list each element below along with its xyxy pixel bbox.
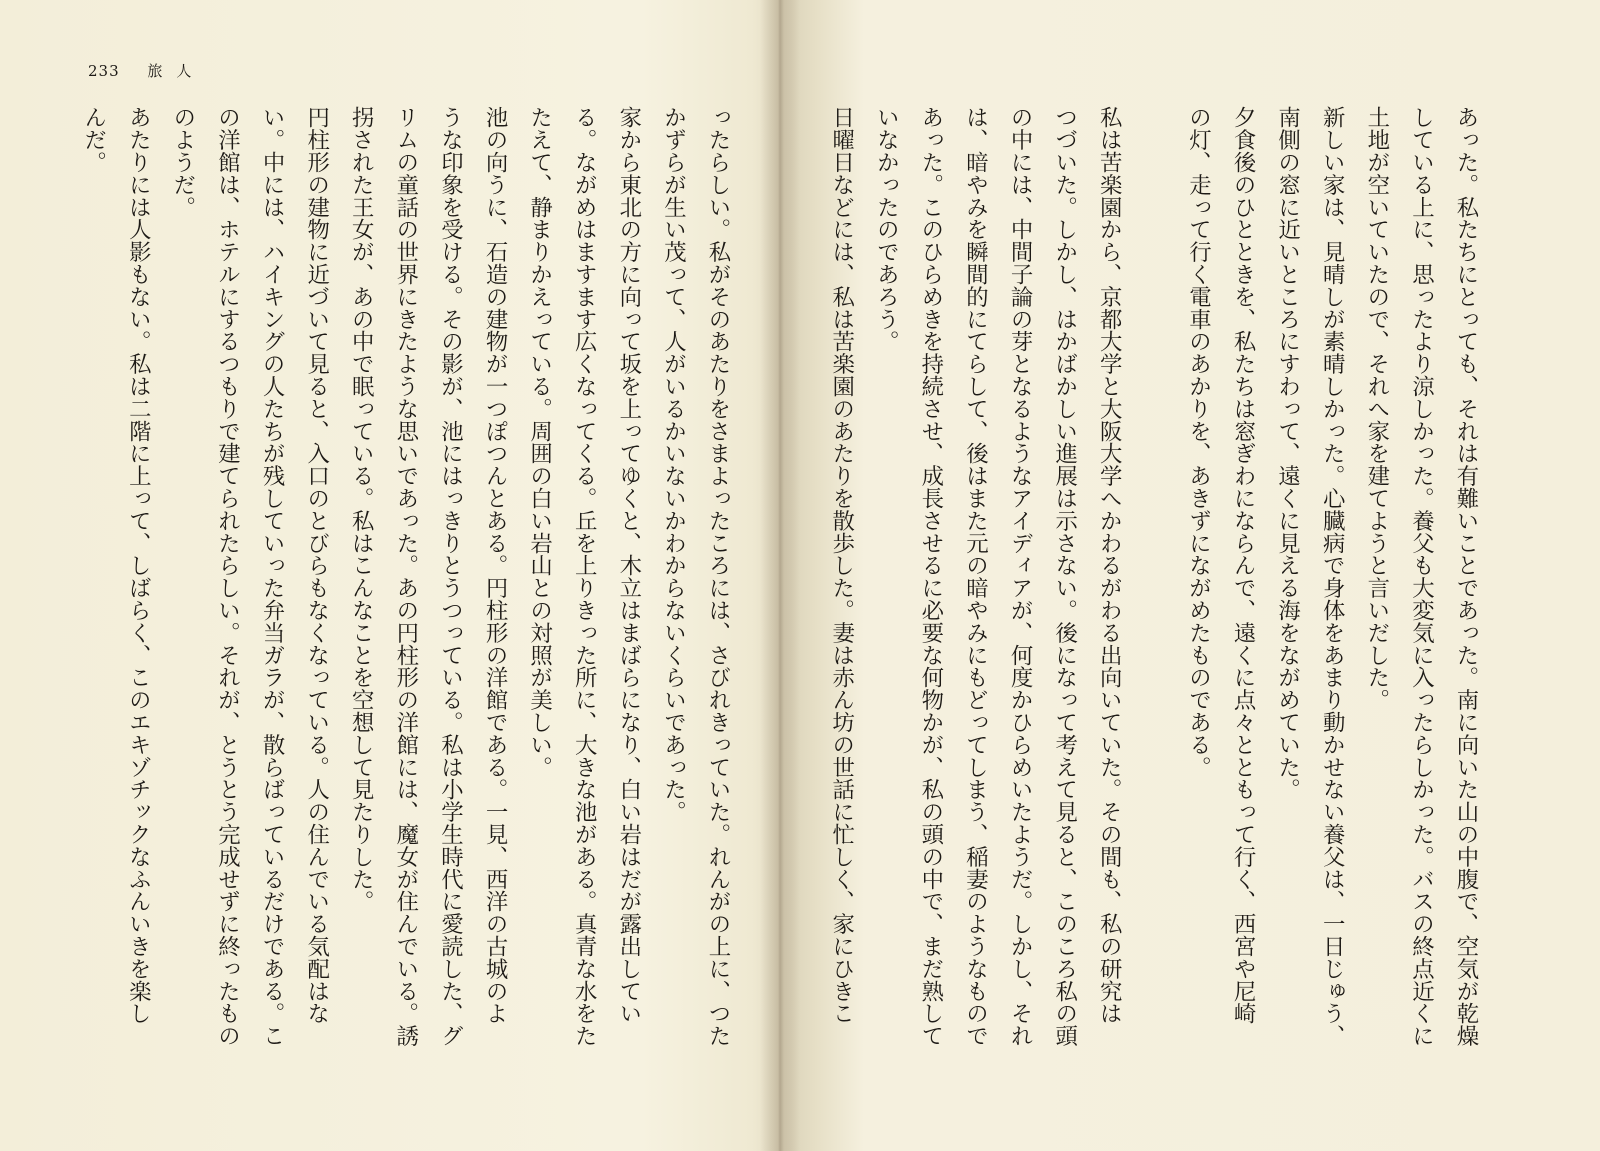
text-line: んだ。	[80, 106, 107, 174]
text-line: 夕食後のひとときを、私たちは窓ぎわにならんで、遠くに点々とともって行く、西宮や尼崎	[1230, 106, 1257, 1025]
text-line: うな印象を受ける。その影が、池にはっきりとうつっている。私は小学生時代に愛読した、グ	[437, 106, 464, 1047]
left-page-number: 233	[88, 62, 120, 80]
text-line: あった。私たちにとっても、それは有難いことであった。南に向いた山の中腹で、空気が乾燥	[1453, 106, 1479, 1047]
text-line: 南側の窓に近いところにすわって、遠くに見える海をながめていた。	[1274, 106, 1301, 801]
blank-line	[1131, 106, 1176, 1076]
text-line	[70, 106, 71, 1076]
text-line: 池の向うに、石造の建物が一つぽつんとある。円柱形の洋館である。一見、西洋の古城のよ	[482, 106, 509, 1025]
right-page-body	[818, 106, 1488, 1076]
running-title: 旅人	[147, 62, 206, 80]
text-line: のようだ。	[169, 106, 196, 218]
text-line: い。中には、ハイキングの人たちが残していった弁当ガラが、散らばっているだけである。こ	[259, 106, 286, 1047]
text-line: いなかったのであろう。	[873, 106, 900, 353]
text-line: たえて、静まりかえっている。周囲の白い岩山との対照が美しい。	[526, 106, 553, 778]
text-line: 家から東北の方に向って坂を上ってゆくと、木立はまばらになり、白い岩はだが露出してい	[615, 106, 642, 1025]
text-line: 日曜日などには、私は苦楽園のあたりを散歩した。妻は赤ん坊の世話に忙しく、家にひきこ	[828, 106, 855, 1025]
left-page-header	[88, 60, 205, 81]
text-line: の中には、中間子論の芽となるようなアイディアが、何度かひらめいたようだ。しかし、それ	[1007, 106, 1034, 1047]
text-line: リムの童話の世界にきたような思いであった。あの円柱形の洋館には、魔女が住んでいる。誘	[392, 106, 419, 1047]
text-line	[818, 106, 819, 1076]
text-line: あたりには人影もない。私は二階に上って、しばらく、このエキゾチックなふんいきを楽し	[125, 106, 152, 1025]
text-line: は、暗やみを瞬間的にてらして、後はまた元の暗やみにもどってしまう、稲妻のようなもので	[962, 106, 989, 1047]
text-line: 土地が空いていたので、それへ家を建てようと言いだした。	[1363, 106, 1390, 711]
text-line: 私は苦楽園から、京都大学と大阪大学へかわるがわる出向いていた。その間も、私の研究は	[1096, 106, 1123, 1025]
text-line: の洋館は、ホテルにするつもりで建てられたらしい。それが、とうとう完成せずに終ったもの	[214, 106, 241, 1047]
text-line: 円柱形の建物に近づいて見ると、入口のとびらもなくなっている。人の住んでいる気配はな	[303, 106, 330, 1025]
text-line: している上に、思ったより涼しかった。養父も大変気に入ったらしかった。バスの終点近くに	[1408, 106, 1435, 1047]
text-line: かずらが生い茂って、人がいるかいないかわからないくらいであった。	[660, 106, 687, 823]
text-line: 新しい家は、見晴しが素晴しかった。心臓病で身体をあまり動かせない養父は、一日じゅう、	[1319, 106, 1346, 1047]
left-page-body	[70, 106, 740, 1076]
text-line: る。ながめはますます広くなってくる。丘を上りきった所に、大きな池がある。真青な水をた	[571, 106, 598, 1047]
text-line: 拐された王女が、あの中で眠っている。私はこんなことを空想して見たりした。	[348, 106, 375, 913]
text-line: ったらしい。私がそのあたりをさまよったころには、さびれきっていた。れんがの上に、つた	[705, 106, 731, 1047]
text-line: あった。このひらめきを持続させ、成長させるに必要な何物かが、私の頭の中で、まだ熟して	[917, 106, 944, 1047]
text-line: の灯、走って行く電車のあかりを、あきずにながめたものである。	[1185, 106, 1212, 778]
text-line: つづいた。しかし、はかばかしい進展は示さない。後になって考えて見ると、このころ私の頭	[1051, 106, 1078, 1047]
